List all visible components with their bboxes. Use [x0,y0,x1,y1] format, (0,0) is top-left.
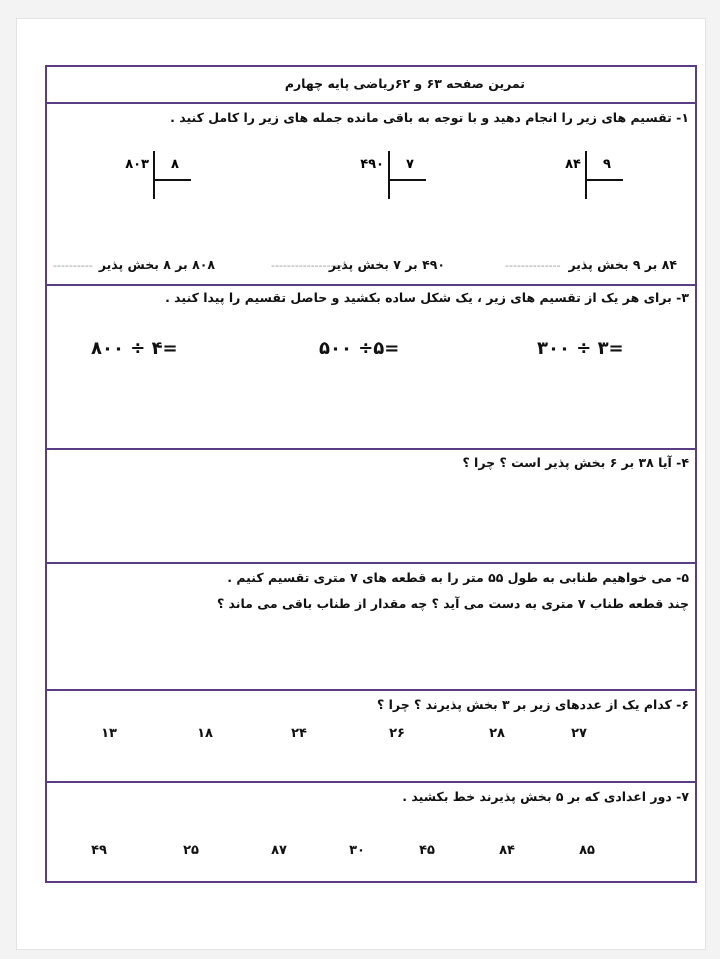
number-option[interactable]: ۱۸ [197,726,213,741]
number-option[interactable]: ۸۵ [579,843,595,858]
division-bracket-horizontal [153,179,191,181]
sentence-84-by-9: ۸۴ بر ۹ بخش پذیر [568,257,677,272]
sentence-490-by-7: ۴۹۰ بر ۷ بخش پذیر [328,257,445,272]
question-4-section [47,450,695,564]
number-option[interactable]: ۲۵ [183,843,199,858]
question-3-prompt: ۳- برای هر یک از تقسیم های زیر ، یک شکل ساده بکشید و حاصل تقسیم را پیدا کنید . [165,290,689,305]
answer-blank[interactable]: ------------------- [271,259,347,272]
question-4-prompt: ۴- آیا ۳۸ بر ۶ بخش پذیر است ؟ چرا ؟ [462,455,689,470]
equation-500-div-5: ۵۰۰ ÷۵= [319,338,400,359]
question-5-line-1: ۵- می خواهیم طنابی به طول ۵۵ متر را به قطعه های ۷ متری تقسیم کنیم . [227,570,689,585]
division-bracket-horizontal [388,179,426,181]
question-7-section [47,783,695,883]
number-option[interactable]: ۴۹ [91,843,107,858]
title-section [47,67,695,104]
worksheet-frame [45,65,697,883]
question-6-section [47,691,695,783]
number-option[interactable]: ۸۴ [499,843,515,858]
number-option[interactable]: ۲۸ [489,726,505,741]
number-option[interactable]: ۲۴ [291,726,307,741]
answer-blank[interactable]: ---------- [53,259,93,272]
question-7-prompt: ۷- دور اعدادی که بر ۵ بخش پذیرند خط بکشید . [402,789,689,804]
dividend: ۴۹۰ [360,157,384,172]
divisor: ۹ [603,157,611,172]
answer-blank[interactable]: -------------- [505,259,561,272]
dividend: ۸۴ [565,157,581,172]
divisor: ۸ [171,157,179,172]
number-option[interactable]: ۸۷ [271,843,287,858]
dividend: ۸۰۳ [125,157,149,172]
question-5-line-2: چند قطعه طناب ۷ متری به دست می آید ؟ چه مقدار از طناب باقی می ماند ؟ [216,596,689,611]
question-3-section [47,286,695,450]
number-option[interactable]: ۳۰ [349,843,365,858]
question-1-prompt: ۱- تقسیم های زیر را انجام دهید و با توجه به باقی مانده جمله های زیر را کامل کنید . [170,110,689,125]
division-803-by-8 [115,151,195,211]
question-6-prompt: ۶- کدام یک از عددهای زیر بر ۳ بخش پذیرند ؟ چرا ؟ [377,697,689,712]
division-bracket-horizontal [585,179,623,181]
division-490-by-7 [350,151,430,211]
division-bracket-vertical [388,151,390,199]
number-option[interactable]: ۲۶ [389,726,405,741]
worksheet-title: تمرین صفحه ۶۳ و ۶۲ریاضی پایه چهارم [284,76,525,91]
division-bracket-vertical [153,151,155,199]
equation-300-div-3: ۳۰۰ ÷ ۳= [537,338,624,359]
question-5-section [47,564,695,691]
divisor: ۷ [406,157,414,172]
division-bracket-vertical [585,151,587,199]
division-84-by-9 [547,151,627,211]
equation-800-div-4: ۸۰۰ ÷ ۴= [91,338,178,359]
number-option[interactable]: ۱۳ [101,726,117,741]
number-option[interactable]: ۲۷ [571,726,587,741]
question-1-section [47,104,695,286]
sentence-808-by-8: ۸۰۸ بر ۸ بخش پذیر [98,257,215,272]
number-option[interactable]: ۴۵ [419,843,435,858]
